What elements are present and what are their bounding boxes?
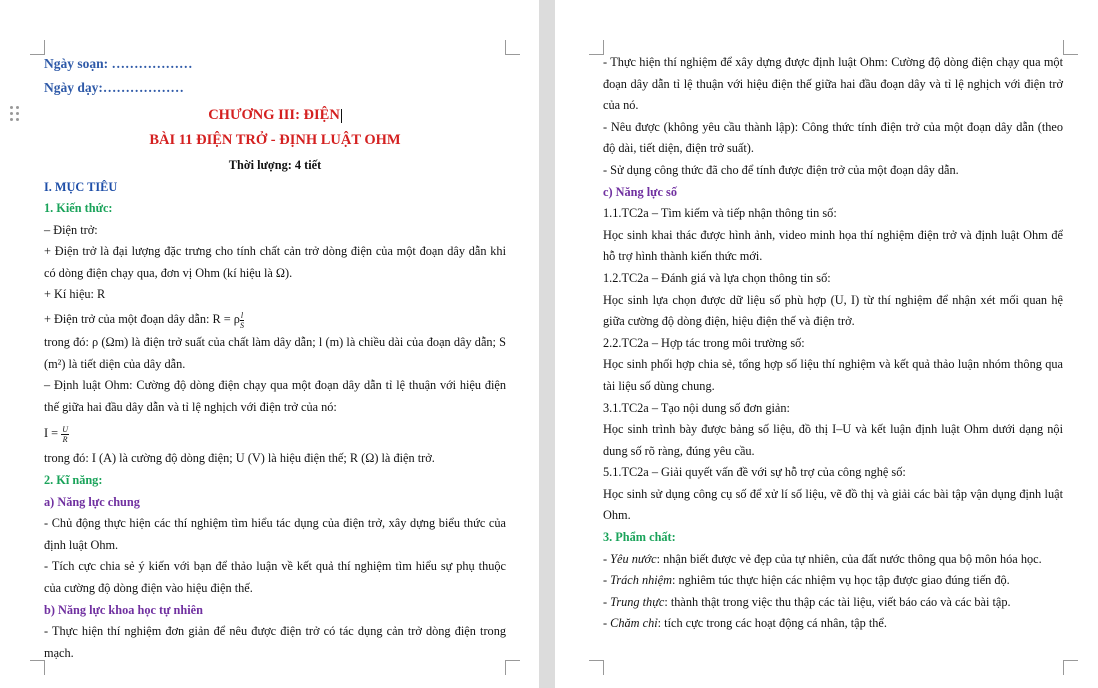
crop-mark [589,40,604,55]
fraction: $\frac{U}{R}$ [62,425,68,445]
crop-mark [589,660,604,675]
paragraph: – Điện trở: [44,222,98,237]
formula-resistance: + Điện trở của một đoạn dây dẫn: R = ρ $\frac{l}{S}$ [44,310,245,330]
heading-qualities: 3. Phẩm chất: [603,530,676,545]
paragraph: - Tích cực chia sẻ ý kiến với bạn để thảo luận về kết quả thí nghiệm tìm hiểu sự phụ thuộc của cường độ dòng điện vào hiệu điện thế. [44,559,506,595]
formula-ohm: I = $\frac{U}{R}$ [44,425,68,445]
drag-handle-icon[interactable] [10,106,20,124]
heading-science-competence: b) Năng lực khoa học tự nhiên [44,602,203,617]
document-page-right[interactable] [555,0,1098,688]
crop-mark [505,660,520,675]
paragraph: Học sinh trình bày được bảng số liệu, đồ thị I–U và kết luận định luật Ohm dưới dạng nội dung số rõ ràng, đúng yêu cầu. [603,422,1063,458]
paragraph: Học sinh lựa chọn được dữ liệu số phù hợp (U, I) từ thí nghiệm để nhận xét mối quan hệ giữa cường độ dòng điện, hiệu điện thế và điện trở. [603,292,1063,329]
document-page-left[interactable] [0,0,539,688]
lesson-title: BÀI 11 ĐIỆN TRỞ - ĐỊNH LUẬT OHM [149,132,401,148]
paragraph: Học sinh sử dụng công cụ số để xử lí số liệu, vẽ đồ thị và giải các bài tập vận dụng định luật Ohm. [603,486,1063,523]
crop-mark [1063,40,1078,55]
paragraph: 3.1.TC2a – Tạo nội dung số đơn giản: [603,400,790,415]
page-content-right[interactable] [603,52,1063,635]
paragraph: - Sử dụng công thức đã cho để tính được điện trở của một đoạn dây dẫn. [603,162,959,177]
page-content-left[interactable] [44,52,506,664]
section-objectives: I. MỤC TIÊU [44,180,118,194]
paragraph: – Định luật Ohm: Cường độ dòng điện chạy qua một đoạn dây dẫn tỉ lệ thuận với hiệu điện thế giữa hai đầu dây dẫn và tỉ lệ nghịch với điện trở của nó: [44,378,506,414]
paragraph: - Nêu được (không yêu cầu thành lập): Công thức tính điện trở của một đoạn dây dẫn (theo độ dài, tiết diện, điện trở suất). [603,119,1063,156]
quality-item: - Trách nhiệm: nghiêm túc thực hiện các nhiệm vụ học tập được giao đúng tiến độ. [603,573,1010,588]
paragraph: + Kí hiệu: R [44,287,106,302]
date-teaching: Ngày dạy:……………… [44,80,184,95]
crop-mark [505,40,520,55]
chapter-title: CHƯƠNG III: ĐIỆN [208,107,340,123]
duration: Thời lượng: 4 tiết [228,158,322,172]
fraction: $\frac{l}{S}$ [240,310,245,330]
paragraph: 1.2.TC2a – Đánh giá và lựa chọn thông tin số: [603,270,831,285]
heading-skills: 2. Kĩ năng: [44,472,103,487]
paragraph: 2.2.TC2a – Hợp tác trong môi trường số: [603,335,805,350]
page-gap [539,0,555,688]
paragraph: 1.1.TC2a – Tìm kiếm và tiếp nhận thông tin số: [603,206,837,221]
paragraph: - Thực hiện thí nghiệm để xây dựng được định luật Ohm: Cường độ dòng điện chạy qua một đoạn dây dẫn tỉ lệ thuận với hiệu điện thế giữa hai đầu đoạn dây và tỉ lệ nghịch với điện trở của nó. [603,55,1063,113]
heading-digital-competence: c) Năng lực số [603,184,677,199]
heading-knowledge: 1. Kiến thức: [44,201,113,215]
paragraph: 5.1.TC2a – Giải quyết vấn đề với sự hỗ trợ của công nghệ số: [603,465,906,480]
date-prepared: Ngày soạn: ……………… [44,56,193,71]
crop-mark [30,660,45,675]
paragraph: trong đó: ρ (Ωm) là điện trở suất của chất làm dây dẫn; l (m) là chiều dài của đoạn dây dẫn; S (m²) là tiết diện của dây dẫn. [44,334,506,371]
heading-general-competence: a) Năng lực chung [44,494,140,509]
paragraph: Học sinh phối hợp chia sẻ, tổng hợp số liệu thí nghiệm và kết quả thảo luận nhóm thông qua tài liệu số dùng chung. [603,357,1063,393]
crop-mark [1063,660,1078,675]
paragraph: Học sinh khai thác được hình ảnh, video minh họa thí nghiệm điện trở và định luật Ohm để hỗ trợ hình thành kiến thức mới. [603,227,1063,264]
quality-item: - Chăm chỉ: tích cực trong các hoạt động cá nhân, tập thể. [603,616,887,631]
quality-item: - Trung thực: thành thật trong việc thu thập các tài liệu, viết báo cáo và các bài tập. [603,594,1011,609]
paragraph: - Thực hiện thí nghiệm đơn giản để nêu được điện trở có tác dụng cản trở dòng điện trong mạch. [44,624,506,660]
paragraph: + Điện trở là đại lượng đặc trưng cho tính chất cản trở dòng điện của một đoạn dây dẫn khi có dòng điện chạy qua, đơn vị Ohm (kí hiệu là Ω). [44,244,506,280]
quality-item: - Yêu nước: nhận biết được vẻ đẹp của tự nhiên, của đất nước thông qua bộ môn hóa học. [603,551,1042,566]
text-cursor [341,109,342,123]
paragraph: trong đó: I (A) là cường độ dòng điện; U (V) là hiệu điện thế; R (Ω) là điện trở. [44,451,435,466]
paragraph: - Chủ động thực hiện các thí nghiệm tìm hiểu tác dụng của điện trở, xây dựng biểu thức của định luật Ohm. [44,516,506,552]
crop-mark [30,40,45,55]
